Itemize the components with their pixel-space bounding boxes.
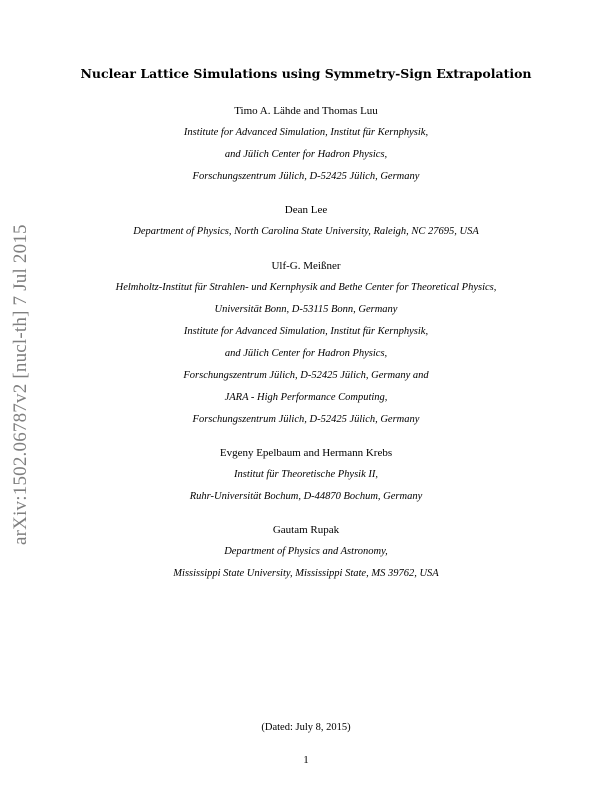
author-names: Ulf-G. Meißner xyxy=(271,260,341,272)
affiliation-line: Department of Physics and Astronomy, xyxy=(224,546,388,557)
paper-title: Nuclear Lattice Simulations using Symmetry-Sign Extrapolation xyxy=(80,66,532,81)
affiliation-line: Forschungszentrum Jülich, D-52425 Jülich, Germany xyxy=(192,171,420,182)
page-number: 1 xyxy=(303,754,309,766)
affiliation-line: Institute for Advanced Simulation, Institut für Kernphysik, xyxy=(183,326,429,337)
affiliation-line: Universität Bonn, D-53115 Bonn, Germany xyxy=(214,304,398,315)
affiliation-line: Forschungszentrum Jülich, D-52425 Jülich, Germany and xyxy=(183,370,429,381)
author-group-1 xyxy=(50,100,562,188)
author-names: Dean Lee xyxy=(284,204,328,216)
affiliation-line: and Jülich Center for Hadron Physics, xyxy=(224,149,388,160)
affiliation-line: JARA - High Performance Computing, xyxy=(224,392,388,403)
affiliation-line: Department of Physics, North Carolina State University, Raleigh, NC 27695, USA xyxy=(133,226,479,237)
author-group-2 xyxy=(50,199,562,243)
author-names: Evgeny Epelbaum and Hermann Krebs xyxy=(219,447,393,459)
affiliation-line: Institute for Advanced Simulation, Institut für Kernphysik, xyxy=(183,127,429,138)
arxiv-identifier-stamp: arXiv:1502.06787v2 [nucl-th] 7 Jul 2015 xyxy=(10,224,31,545)
affiliation-line: Institut für Theoretische Physik II, xyxy=(234,469,378,480)
author-group-4 xyxy=(50,442,562,508)
affiliation-line: Ruhr-Universität Bochum, D-44870 Bochum, Germany xyxy=(189,491,423,502)
affiliation-line: Mississippi State University, Mississippi State, MS 39762, USA xyxy=(173,568,439,579)
affiliation-line: and Jülich Center for Hadron Physics, xyxy=(224,348,388,359)
author-group-3 xyxy=(50,255,562,431)
author-names: Timo A. Lähde and Thomas Luu xyxy=(234,105,378,117)
affiliation-line: Helmholtz-Institut für Strahlen- und Kernphysik and Bethe Center for Theoretical Physics, xyxy=(115,282,497,293)
dated-line: (Dated: July 8, 2015) xyxy=(261,722,351,733)
affiliation-line: Forschungszentrum Jülich, D-52425 Jülich, Germany xyxy=(192,414,420,425)
author-names: Gautam Rupak xyxy=(272,524,340,536)
author-group-5 xyxy=(50,519,562,585)
